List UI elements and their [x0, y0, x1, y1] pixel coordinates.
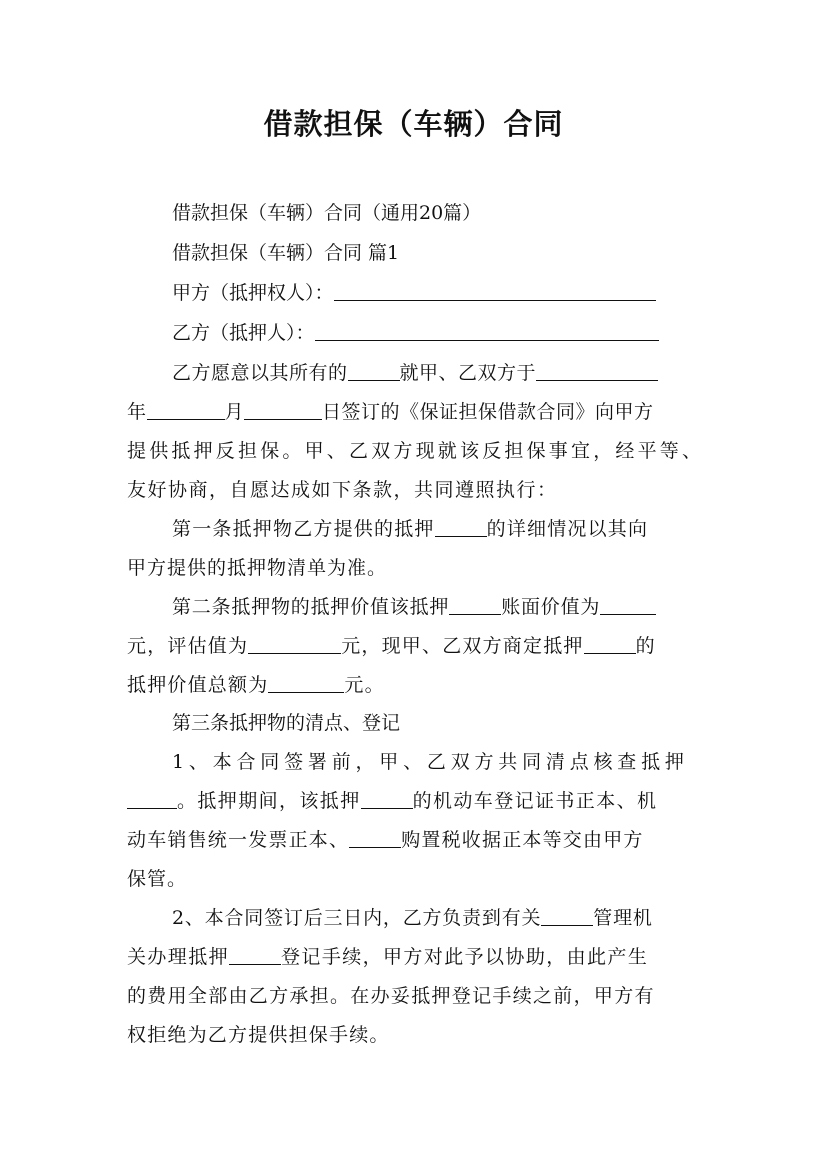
line-text: 购置税收据正本等交由甲方 [401, 829, 644, 851]
body-line [127, 825, 827, 852]
fill-in-blank [348, 362, 400, 381]
fill-in-blank [541, 907, 593, 926]
line-text: 关办理抵押 [127, 946, 230, 968]
body-line [127, 475, 827, 502]
fill-in-blank [600, 596, 656, 615]
line-text: 乙方（抵押人）： [172, 322, 315, 344]
body-line [127, 1020, 827, 1047]
line-text: 元。 [344, 674, 385, 696]
line-text: 就甲、乙双方于 [399, 362, 537, 384]
line-text: 借款担保（车辆）合同（通用20篇） [172, 202, 482, 224]
body-line [172, 592, 827, 619]
fill-in-blank [268, 674, 344, 693]
body-line [172, 708, 827, 735]
line-text: 的机动车登记证书正本、机 [412, 790, 658, 812]
fill-in-blank [536, 362, 658, 381]
document-title: 借款担保（车辆）合同 [263, 107, 564, 141]
line-text: 权拒绝为乙方提供担保手续。 [127, 1024, 390, 1046]
line-text: 抵押价值总额为 [127, 674, 269, 696]
line-text: 元，评估值为 [127, 635, 249, 657]
line-text: 月 [224, 401, 245, 423]
fill-in-blank [449, 596, 501, 615]
fill-in-blank [435, 518, 487, 537]
body-line [127, 942, 827, 969]
fill-in-blank [229, 946, 281, 965]
line-text: 2、本合同签订后三日内，乙方负责到有关 [172, 907, 542, 929]
line-text: 友好协商，自愿达成如下条款，共同遵照执行： [127, 479, 558, 501]
body-line [127, 786, 827, 813]
line-text: 动车销售统一发票正本、 [127, 829, 350, 851]
fill-in-blank [147, 401, 225, 420]
line-text: 的 [635, 635, 656, 657]
line-text: 登记手续，甲方对此予以协助，由此产生 [281, 946, 649, 968]
body-line [127, 631, 827, 658]
line-text: 第二条抵押物的抵押价值该抵押 [172, 596, 450, 618]
line-text: 借款担保（车辆）合同 篇1 [172, 242, 400, 264]
line-text: 。抵押期间，该抵押 [177, 790, 361, 812]
line-text: 第一条抵押物乙方提供的抵押 [172, 518, 435, 540]
body-line [172, 318, 827, 345]
line-text: 甲方提供的抵押物清单为准。 [127, 557, 388, 579]
fill-in-blank [349, 829, 401, 848]
line-text: 年 [127, 401, 147, 423]
body-line [172, 358, 827, 385]
line-text: 第三条抵押物的清点、登记 [172, 712, 401, 734]
line-text: 日签订的《保证担保借款合同》向甲方 [322, 401, 654, 423]
body-line [172, 903, 827, 930]
line-text: 的费用全部由乙方承担。在办妥抵押登记手续之前，甲方有 [127, 985, 655, 1007]
body-line [127, 670, 827, 697]
fill-in-blank [584, 635, 636, 654]
line-text: 提供抵押反担保。甲、乙双方现就该反担保事宜，经平等、 [127, 440, 705, 462]
fill-in-blank [248, 635, 341, 654]
body-line [127, 397, 827, 424]
line-text: 的详细情况以其向 [486, 518, 649, 540]
fill-in-blank [127, 790, 177, 809]
fill-in-blank [334, 282, 656, 301]
body-line [127, 436, 827, 463]
body-line [127, 864, 827, 891]
line-text: 管理机 [593, 907, 653, 929]
fill-in-blank [315, 322, 659, 341]
line-text: 元，现甲、乙双方商定抵押 [341, 635, 584, 657]
line-text: 保管。 [127, 868, 188, 890]
fill-in-blank [361, 790, 413, 809]
line-text: 甲方（抵押权人）： [172, 282, 334, 304]
line-text: 1、本合同签署前，甲、乙双方共同清点核查抵押 [172, 751, 689, 773]
body-line [172, 198, 827, 225]
body-line [127, 553, 827, 580]
line-text: 乙方愿意以其所有的 [172, 362, 348, 384]
body-line [172, 514, 827, 541]
fill-in-blank [244, 401, 322, 420]
body-line [127, 981, 827, 1008]
line-text: 账面价值为 [501, 596, 601, 618]
body-line [172, 278, 827, 305]
body-line [172, 238, 827, 265]
body-line [172, 747, 827, 774]
